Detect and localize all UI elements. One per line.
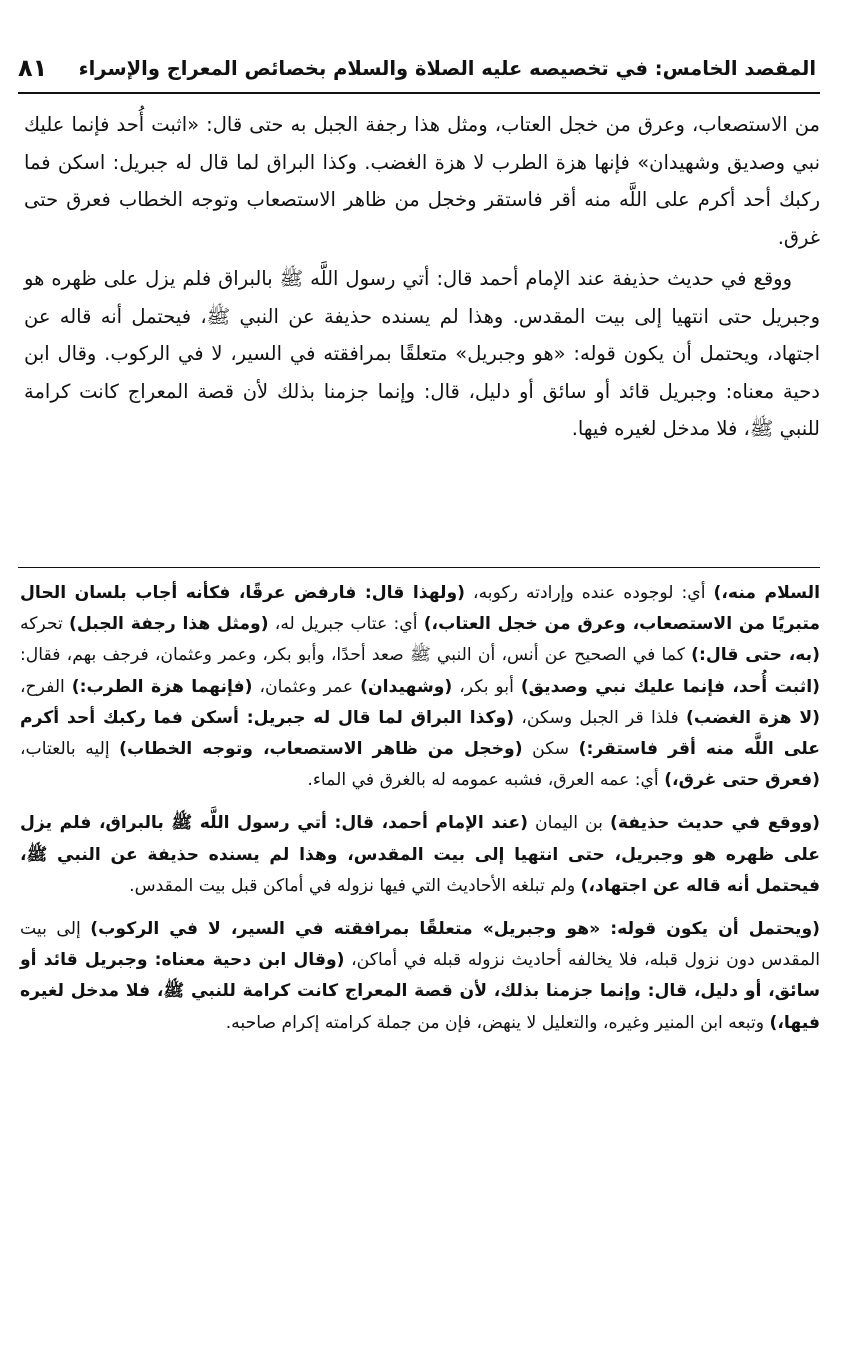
commentary-quoted-text: (وكذا البراق لما قال له جبريل: أسكن فما ركبك أحد أكرم على اللَّه منه أقر فاستقر:) [20, 707, 820, 760]
commentary-explanation-text: إلى بيت المقدس دون نزول قبله، فلا يخالفه أحاديث نزوله قبله في أماكن، [20, 919, 821, 971]
commentary-quoted-text: (اثبت أُحد، فإنما عليك نبي وصديق) [520, 676, 821, 697]
commentary-quoted-text: (عند الإمام أحمد، قال: أتي رسول اللَّه ﷺ بالبراق، فلم يزل على ظهره هو وجبريل، حتى انتهيا إلى بيت المقدس، وهذا لم يسنده حذيفة عن النبي ﷺ، فيحتمل أنه قاله عن اجتهاد،) [20, 813, 820, 896]
running-header-title: المقصد الخامس: في تخصيصه عليه الصلاة والسلام بخصائص المعراج والإسراء [78, 56, 816, 80]
main-text [24, 106, 820, 448]
commentary-quoted-text: (ومثل هذا رجفة الجبل) [69, 614, 269, 635]
commentary-quoted-text: (به، حتى قال:) [691, 645, 820, 666]
commentary-explanation-text: الفرح، [20, 676, 72, 697]
commentary-paragraph-3 [20, 914, 820, 1039]
commentary-paragraph-2 [20, 808, 820, 902]
commentary-explanation-text: كما في الصحيح عن أنس، أن النبي ﷺ صعد أحدًا، وأبو بكر، وعمر وعثمان، فرجف بهم، فقال: [20, 645, 692, 666]
commentary-quoted-text: السلام منه،) [713, 583, 820, 603]
commentary-explanation-text: تحركه [20, 614, 69, 635]
header-divider [18, 92, 820, 94]
commentary-explanation-text: أي: عمه العرق، فشبه عمومه له بالغرق في الماء. [307, 770, 665, 791]
commentary-quoted-text: (وخجل من ظاهر الاستصعاب، وتوجه الخطاب) [119, 739, 523, 760]
commentary-explanation-text: ولم تبلغه الأحاديث التي فيها نزوله في أماكن قبل بيت المقدس. [129, 875, 581, 896]
commentary-explanation-text: أي: عتاب جبريل له، [268, 614, 424, 635]
commentary-quoted-text: (وشهيدان) [360, 676, 453, 697]
commentary-explanation-text: إليه بالعتاب، [20, 739, 120, 760]
commentary-quoted-text: (ويحتمل أن يكون قوله: «هو وجبريل» متعلقًا بمرافقته في السير، لا في الركوب) [90, 919, 820, 940]
main-paragraph-2: ووقع في حديث حذيفة عند الإمام أحمد قال: أتي رسول اللَّه ﷺ بالبراق فلم يزل على ظهره هو وجبريل حتى انتهيا إلى بيت المقدس. وهذا لم يسنده حذيفة عن النبي ﷺ، فيحتمل أنه قاله عن اجتهاد، ويحتمل أن يكون قوله: «هو وجبريل» متعلقًا بمرافقته في السير، لا في الركوب. وقال ابن دحية معناه: وجبريل قائد أو سائق أو دليل، قال: وإنما جزمنا بذلك لأن قصة المعراج كانت كرامة للنبي ﷺ، فلا مدخل لغيره فيها. [24, 267, 820, 440]
commentary-explanation-text: وتبعه ابن المنير وغيره، والتعليل لا ينهض، فإن من جملة كرامته إكرام صاحبه. [225, 1012, 770, 1033]
page-number: ٨١ [18, 54, 48, 82]
commentary-quoted-text: (فإنهما هزة الطرب:) [71, 676, 253, 697]
commentary [20, 578, 820, 1051]
main-paragraph-1: من الاستصعاب، وعرق من خجل العتاب، ومثل هذا رجفة الجبل به حتى قال: «اثبت أُحد فإنما عليك نبي وصديق وشهيدان» فإنها هزة الطرب لا هزة الغضب. وكذا البراق لما قال له جبريل: اسكن فما ركبك أحد أكرم على اللَّه منه أقر فاستقر وخجل من ظاهر الاستصعاب وتوجه الخطاب فعرق حتى غرق. [24, 113, 820, 249]
commentary-quoted-text: (لا هزة الغضب) [685, 707, 820, 728]
commentary-explanation-text: عمر وعثمان، [252, 676, 361, 697]
commentary-quoted-text: (ولهذا قال: فارفض عرقًا، فكأنه أجاب بلسان الحال متبريًا من الاستصعاب، وعرق من خجل العتاب،) [20, 583, 820, 635]
commentary-explanation-text: سكن [522, 739, 579, 760]
commentary-explanation-text: فلذا قر الجبل وسكن، [514, 707, 686, 728]
commentary-explanation-text: أي: لوجوده عنده وإرادته ركوبه، [465, 583, 714, 603]
commentary-paragraph-1 [20, 578, 820, 796]
commentary-quoted-text: (ووقع في حديث حذيفة) [610, 813, 820, 834]
running-header [18, 48, 816, 88]
commentary-explanation-text: أبو بكر، [452, 676, 521, 697]
commentary-explanation-text: بن اليمان [527, 813, 610, 834]
commentary-quoted-text: (فعرق حتى غرق،) [664, 770, 820, 791]
commentary-quoted-text: (وقال ابن دحية معناه: وجبريل قائد أو سائق، أو دليل، قال: وإنما جزمنا بذلك، لأن قصة المعراج كانت كرامة للنبي ﷺ، فلا مدخل لغيره فيها،) [20, 950, 820, 1033]
commentary-divider [18, 567, 820, 568]
